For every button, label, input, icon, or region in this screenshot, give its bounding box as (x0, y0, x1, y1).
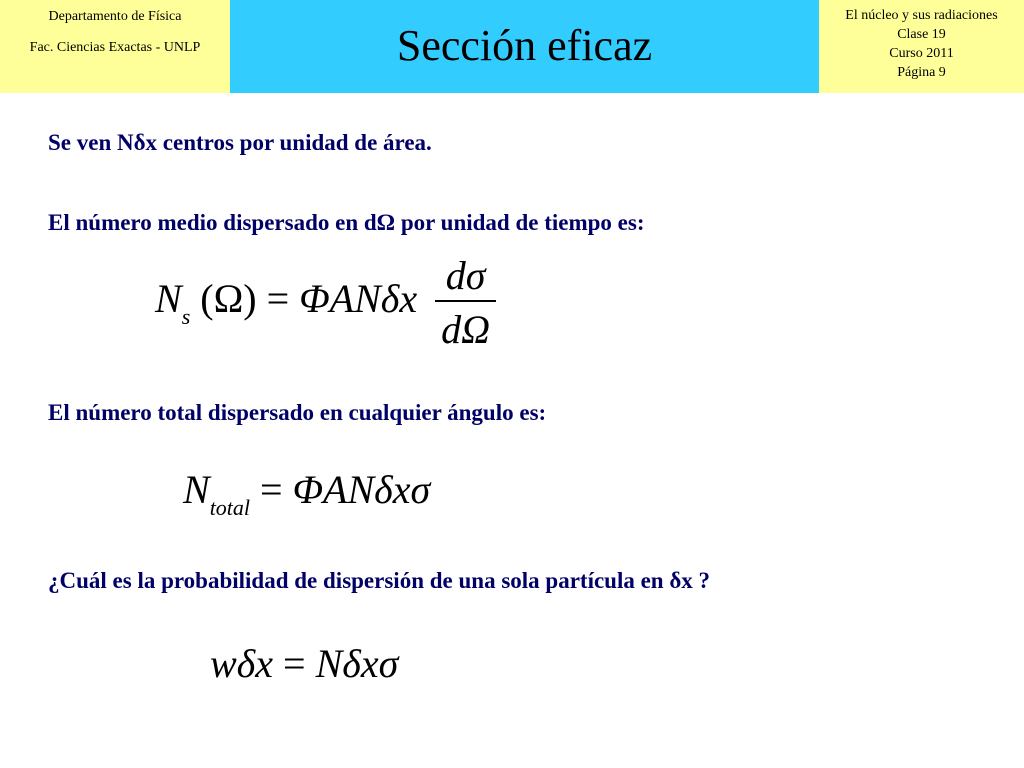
course-topic-label: El núcleo y sus radiaciones (845, 8, 998, 23)
header-title-panel (230, 0, 819, 93)
page-title: Sección eficaz (396, 21, 653, 70)
equation-ns-omega (155, 253, 496, 352)
text-line-centers: Se ven Nδx centros por unidad de área. (48, 130, 432, 155)
text-line-probability-question: ¿Cuál es la probabilidad de dispersión de una sola partícula en δx ? (48, 568, 711, 593)
eq1-lhs-symbol: N (155, 276, 182, 322)
eq1-fraction-denominator: dΩ (441, 307, 491, 352)
eq2-lhs-subscript: total (209, 495, 251, 520)
eq1-rhs: ΦANδx (299, 276, 418, 322)
faculty-label: Fac. Ciencias Exactas - UNLP (29, 40, 201, 55)
equation-w-delta-x (210, 640, 398, 687)
eq1-equals-sign: = (266, 276, 290, 322)
course-label: Curso 2011 (889, 46, 954, 61)
eq2-lhs-symbol: N (183, 467, 210, 512)
equation-ntotal (183, 466, 431, 520)
eq3-equals-sign: = (283, 641, 306, 686)
class-label: Clase 19 (897, 27, 946, 42)
eq3-rhs: Nδxσ (315, 641, 399, 686)
header-right-panel (819, 0, 1024, 93)
eq1-lhs-argument: (Ω) (200, 276, 257, 322)
eq3-lhs: wδx (210, 641, 274, 686)
page-number-label: Página 9 (897, 65, 946, 80)
eq1-fraction-numerator: dσ (445, 253, 486, 298)
eq1-fraction-bar (435, 300, 496, 302)
eq1-lhs-subscript: s (181, 304, 191, 330)
eq2-equals-sign: = (260, 467, 283, 512)
department-label: Departamento de Física (48, 9, 182, 24)
eq2-rhs: ΦANδxσ (292, 467, 431, 512)
text-line-total-scattered: El número total dispersado en cualquier ángulo es: (48, 400, 547, 425)
eq1-fraction (435, 253, 496, 352)
text-line-scattered-dOmega: El número medio dispersado en dΩ por unidad de tiempo es: (48, 210, 645, 235)
header-left-panel (0, 0, 230, 93)
